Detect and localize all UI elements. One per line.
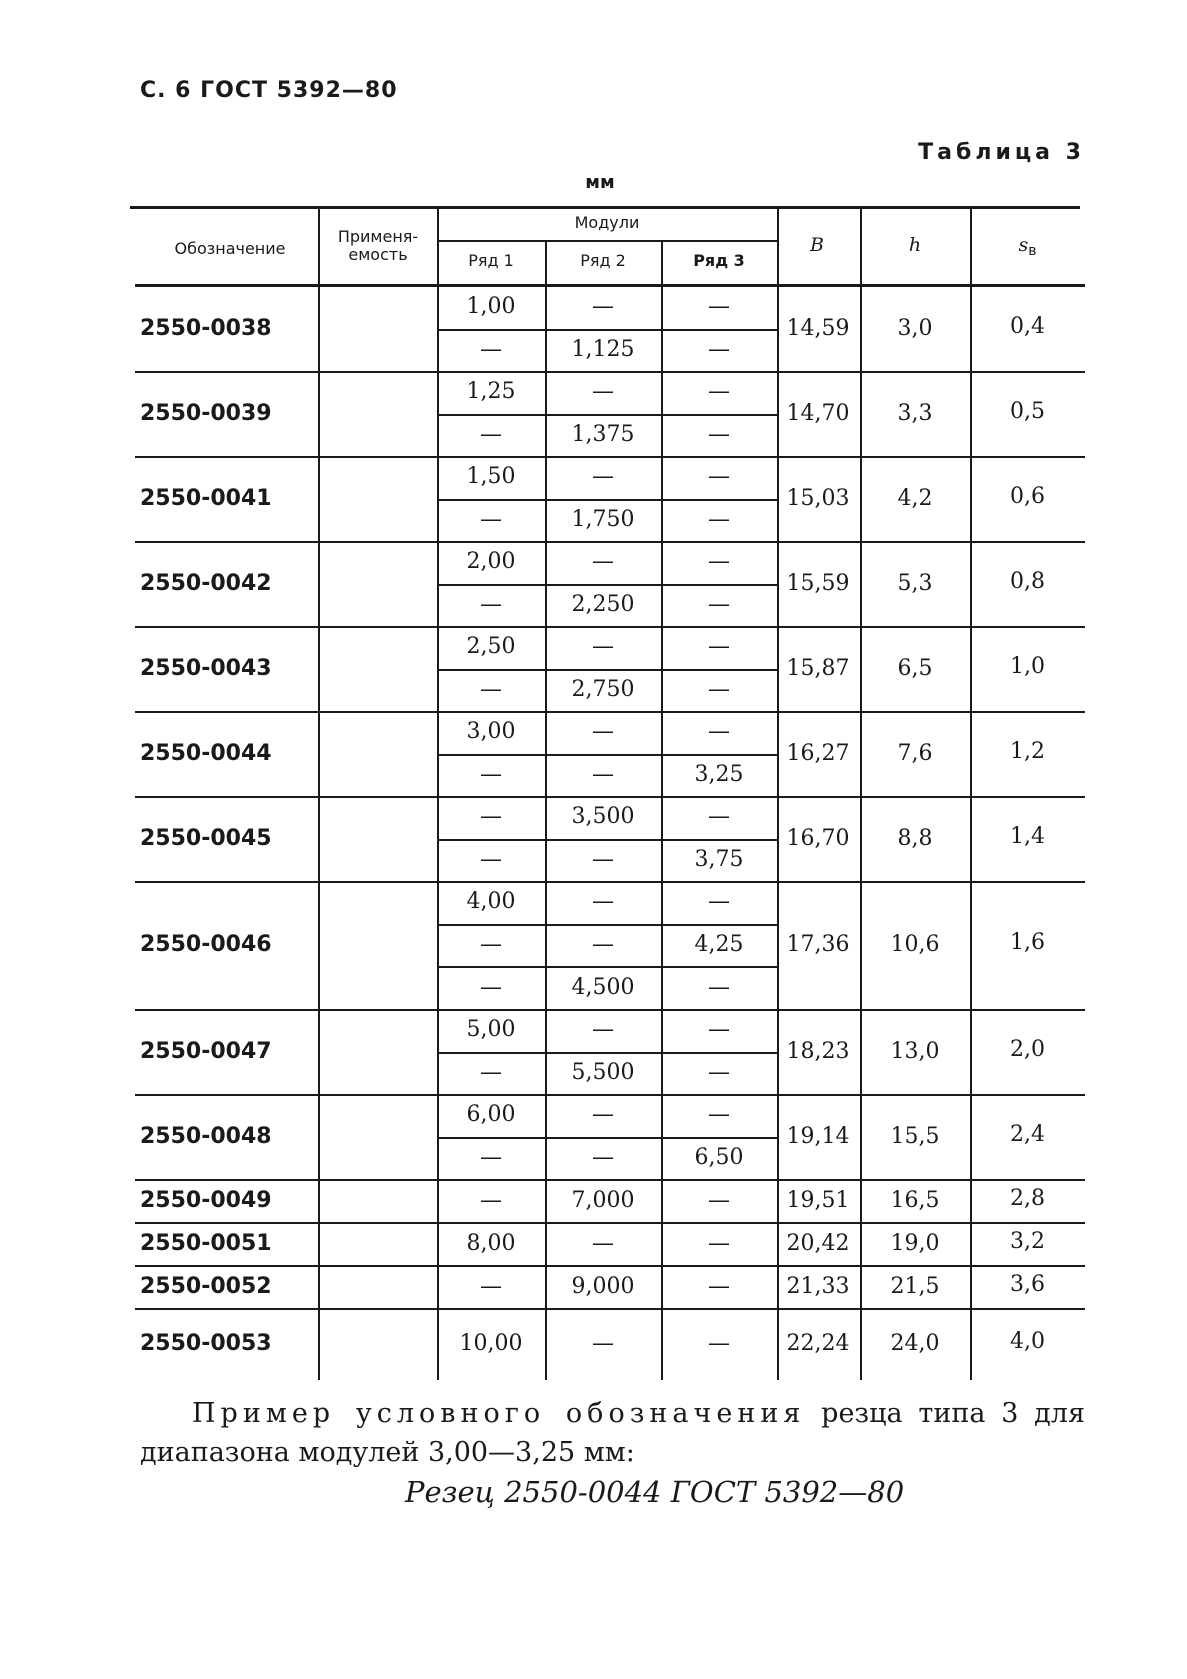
- module-row1-cell: 1,00: [466, 294, 516, 320]
- s-value-cell: 4,0: [1010, 1329, 1045, 1354]
- module-row3-cell: —: [708, 421, 730, 447]
- module-sub-rule: [437, 966, 777, 968]
- module-row3-cell: —: [708, 1331, 730, 1356]
- module-row2-cell: —: [592, 294, 614, 320]
- module-row1-cell: 5,00: [466, 1017, 516, 1043]
- module-row2-cell: —: [592, 719, 614, 745]
- module-row2-cell: 7,000: [571, 1187, 635, 1213]
- module-sub-rule: [437, 329, 777, 331]
- example-line-1: [192, 1398, 1085, 1429]
- s-value-cell: 3,2: [1010, 1228, 1045, 1254]
- column-rule: [661, 241, 663, 1380]
- module-sub-rule: [437, 754, 777, 756]
- module-row1-cell: 2,00: [466, 549, 516, 575]
- units-label: мм: [585, 172, 615, 193]
- module-sub-rule: [437, 669, 777, 671]
- module-row3-cell: 3,75: [694, 846, 744, 872]
- table-top-rule: [130, 206, 1080, 209]
- designation-cell: 2550-0053: [140, 1331, 272, 1356]
- row-separator-rule: [135, 711, 1085, 713]
- header-applicability-line1: Применя-: [337, 227, 419, 246]
- module-row1-cell: —: [480, 1187, 502, 1213]
- module-row3-cell: —: [708, 634, 730, 660]
- b-value-cell: 19,51: [786, 1187, 850, 1213]
- s-value-cell: 2,8: [1010, 1185, 1045, 1211]
- designation-cell: 2550-0043: [140, 655, 272, 681]
- module-row1-cell: —: [480, 336, 502, 362]
- module-sub-rule: [437, 499, 777, 501]
- module-sub-rule: [437, 414, 777, 416]
- module-row3-cell: 4,25: [694, 932, 744, 957]
- b-value-cell: 20,42: [786, 1230, 850, 1256]
- module-row3-cell: —: [708, 379, 730, 405]
- designation-cell: 2550-0042: [140, 570, 272, 596]
- designation-cell: 2550-0046: [140, 932, 272, 957]
- b-value-cell: 14,59: [786, 315, 850, 341]
- module-row3-cell: —: [708, 336, 730, 362]
- module-row3-cell: —: [708, 1273, 730, 1299]
- module-row3-cell: —: [708, 974, 730, 1000]
- module-row2-cell: —: [592, 1102, 614, 1128]
- column-rule: [777, 208, 779, 1380]
- module-row3-cell: —: [708, 719, 730, 745]
- h-value-cell: 7,6: [897, 740, 933, 766]
- s-value-cell: 0,5: [1010, 398, 1045, 424]
- module-row1-cell: 8,00: [466, 1230, 516, 1256]
- module-row3-cell: —: [708, 549, 730, 575]
- s-value-cell: 2,4: [1010, 1121, 1045, 1147]
- column-rule: [318, 208, 320, 1380]
- module-row3-cell: —: [708, 889, 730, 915]
- row-separator-rule: [135, 1094, 1085, 1096]
- b-value-cell: 17,36: [786, 932, 850, 957]
- module-row1-cell: —: [480, 591, 502, 617]
- module-row2-cell: —: [592, 1230, 614, 1256]
- module-row3-cell: —: [708, 294, 730, 320]
- h-value-cell: 21,5: [890, 1273, 940, 1299]
- b-value-cell: 15,03: [786, 485, 850, 511]
- h-value-cell: 16,5: [890, 1187, 940, 1213]
- header-bottom-rule: [135, 284, 1085, 287]
- table-label: Таблица 3: [918, 140, 1085, 165]
- b-value-cell: 14,70: [786, 400, 850, 426]
- example-line-2: диапазона модулей 3,00—3,25 мм:: [140, 1437, 635, 1468]
- module-sub-rule: [437, 584, 777, 586]
- s-value-cell: 0,4: [1010, 313, 1045, 339]
- module-row2-cell: 2,750: [571, 676, 635, 702]
- designation-cell: 2550-0049: [140, 1187, 272, 1213]
- module-row1-cell: —: [480, 506, 502, 532]
- module-row3-cell: —: [708, 1187, 730, 1213]
- designation-cell: 2550-0045: [140, 825, 272, 851]
- module-sub-rule: [437, 1052, 777, 1054]
- header-h: [860, 236, 970, 255]
- module-row1-cell: —: [480, 932, 502, 957]
- h-value-cell: 10,6: [890, 932, 940, 957]
- b-value-cell: 15,59: [786, 570, 850, 596]
- h-value-cell: 3,0: [897, 315, 933, 341]
- module-row1-cell: —: [480, 421, 502, 447]
- s-value-cell: 1,2: [1010, 738, 1045, 764]
- b-value-cell: 16,70: [786, 825, 850, 851]
- module-row2-cell: 5,500: [571, 1059, 635, 1085]
- module-row2-cell: 4,500: [571, 974, 635, 1000]
- h-value-cell: 19,0: [890, 1230, 940, 1256]
- h-value-cell: 6,5: [897, 655, 933, 681]
- module-row2-cell: —: [592, 549, 614, 575]
- b-value-cell: 21,33: [786, 1273, 850, 1299]
- s-value-cell: 1,6: [1010, 930, 1045, 955]
- module-row2-cell: —: [592, 932, 614, 957]
- row-separator-rule: [135, 371, 1085, 373]
- column-rule: [545, 241, 547, 1380]
- module-row2-cell: 1,125: [571, 336, 635, 362]
- module-row1-cell: —: [480, 1273, 502, 1299]
- designation-cell: 2550-0052: [140, 1273, 272, 1299]
- module-row3-cell: —: [708, 464, 730, 490]
- module-row2-cell: —: [592, 889, 614, 915]
- module-row2-cell: 2,250: [571, 591, 635, 617]
- module-row2-cell: —: [592, 379, 614, 405]
- row-separator-rule: [135, 456, 1085, 458]
- module-row2-cell: —: [592, 1144, 614, 1170]
- row-separator-rule: [135, 1179, 1085, 1181]
- header-B: [777, 236, 857, 255]
- s-value-cell: 2,0: [1010, 1036, 1045, 1062]
- module-row1-cell: 3,00: [466, 719, 516, 745]
- module-row1-cell: —: [480, 761, 502, 787]
- s-value-cell: 1,4: [1010, 823, 1045, 849]
- module-row1-cell: 10,00: [459, 1331, 523, 1356]
- module-row3-cell: —: [708, 1102, 730, 1128]
- header-B-symbol: B: [810, 234, 824, 256]
- h-value-cell: 13,0: [890, 1038, 940, 1064]
- module-row3-cell: —: [708, 1017, 730, 1043]
- row-separator-rule: [135, 626, 1085, 628]
- b-value-cell: 16,27: [786, 740, 850, 766]
- designation-cell: 2550-0038: [140, 315, 272, 341]
- module-row3-cell: —: [708, 1230, 730, 1256]
- column-rule: [437, 208, 439, 1380]
- module-row1-cell: —: [480, 846, 502, 872]
- module-row3-cell: 6,50: [694, 1144, 744, 1170]
- module-sub-rule: [437, 839, 777, 841]
- module-row2-cell: 3,500: [571, 804, 635, 830]
- module-row2-cell: 1,750: [571, 506, 635, 532]
- designation-cell: 2550-0048: [140, 1123, 272, 1149]
- s-value-cell: 3,6: [1010, 1271, 1045, 1297]
- row-separator-rule: [135, 1265, 1085, 1267]
- b-value-cell: 22,24: [786, 1331, 850, 1356]
- module-row3-cell: —: [708, 804, 730, 830]
- header-modules: Модули: [574, 213, 640, 232]
- designation-cell: 2550-0047: [140, 1038, 272, 1064]
- row-separator-rule: [135, 1222, 1085, 1224]
- h-value-cell: 5,3: [897, 570, 933, 596]
- module-row2-cell: 9,000: [571, 1273, 635, 1299]
- header-designation: Обозначение: [174, 239, 286, 258]
- row-separator-rule: [135, 1308, 1085, 1310]
- module-row2-cell: —: [592, 464, 614, 490]
- module-row1-cell: 1,25: [466, 379, 516, 405]
- module-row1-cell: —: [480, 676, 502, 702]
- module-row3-cell: —: [708, 676, 730, 702]
- example-line1-rest: резца типа 3 для: [821, 1398, 1085, 1429]
- s-value-cell: 0,6: [1010, 483, 1045, 509]
- module-row2-cell: —: [592, 846, 614, 872]
- module-row1-cell: 2,50: [466, 634, 516, 660]
- row-separator-rule: [135, 796, 1085, 798]
- module-row1-cell: 4,00: [466, 889, 516, 915]
- header-row1: Ряд 1: [468, 251, 514, 270]
- module-row3-cell: —: [708, 591, 730, 617]
- h-value-cell: 4,2: [897, 485, 933, 511]
- module-row1-cell: 1,50: [466, 464, 516, 490]
- module-sub-rule: [437, 924, 777, 926]
- module-row1-cell: 6,00: [466, 1102, 516, 1128]
- row-separator-rule: [135, 541, 1085, 543]
- s-value-cell: 1,0: [1010, 653, 1045, 679]
- module-row2-cell: —: [592, 1017, 614, 1043]
- modules-divider-rule: [437, 240, 777, 242]
- header-s: [970, 236, 1085, 260]
- designation-cell: 2550-0044: [140, 740, 272, 766]
- h-value-cell: 8,8: [897, 825, 933, 851]
- row-separator-rule: [135, 881, 1085, 883]
- module-row1-cell: —: [480, 1059, 502, 1085]
- module-row3-cell: —: [708, 506, 730, 532]
- b-value-cell: 19,14: [786, 1123, 850, 1149]
- s-value-cell: 0,8: [1010, 568, 1045, 594]
- example-spaced-words: Пример условного обозначения: [192, 1398, 806, 1429]
- header-h-symbol: h: [908, 234, 922, 256]
- row-separator-rule: [135, 1009, 1085, 1011]
- page-header: С. 6 ГОСТ 5392—80: [140, 78, 398, 103]
- column-rule: [860, 208, 862, 1380]
- header-row3: Ряд 3: [693, 251, 745, 270]
- designation-cell: 2550-0041: [140, 485, 272, 511]
- module-row2-cell: —: [592, 1331, 614, 1356]
- module-row2-cell: 1,375: [571, 421, 635, 447]
- module-sub-rule: [437, 1137, 777, 1139]
- module-row3-cell: —: [708, 1059, 730, 1085]
- header-row2: Ряд 2: [580, 251, 626, 270]
- h-value-cell: 15,5: [890, 1123, 940, 1149]
- module-row1-cell: —: [480, 1144, 502, 1170]
- module-row2-cell: —: [592, 761, 614, 787]
- column-rule: [970, 208, 972, 1380]
- module-row2-cell: —: [592, 634, 614, 660]
- example-designation: Резец 2550-0044 ГОСТ 5392—80: [405, 1475, 905, 1509]
- designation-cell: 2550-0039: [140, 400, 272, 426]
- h-value-cell: 24,0: [890, 1331, 940, 1356]
- b-value-cell: 15,87: [786, 655, 850, 681]
- b-value-cell: 18,23: [786, 1038, 850, 1064]
- h-value-cell: 3,3: [897, 400, 933, 426]
- module-row3-cell: 3,25: [694, 761, 744, 787]
- module-row1-cell: —: [480, 804, 502, 830]
- header-s-subscript: в: [1028, 243, 1037, 260]
- module-row1-cell: —: [480, 974, 502, 1000]
- designation-cell: 2550-0051: [140, 1230, 272, 1256]
- header-applicability: [318, 228, 438, 264]
- header-applicability-line2: емость: [348, 245, 408, 264]
- header-s-symbol: s: [1018, 234, 1029, 256]
